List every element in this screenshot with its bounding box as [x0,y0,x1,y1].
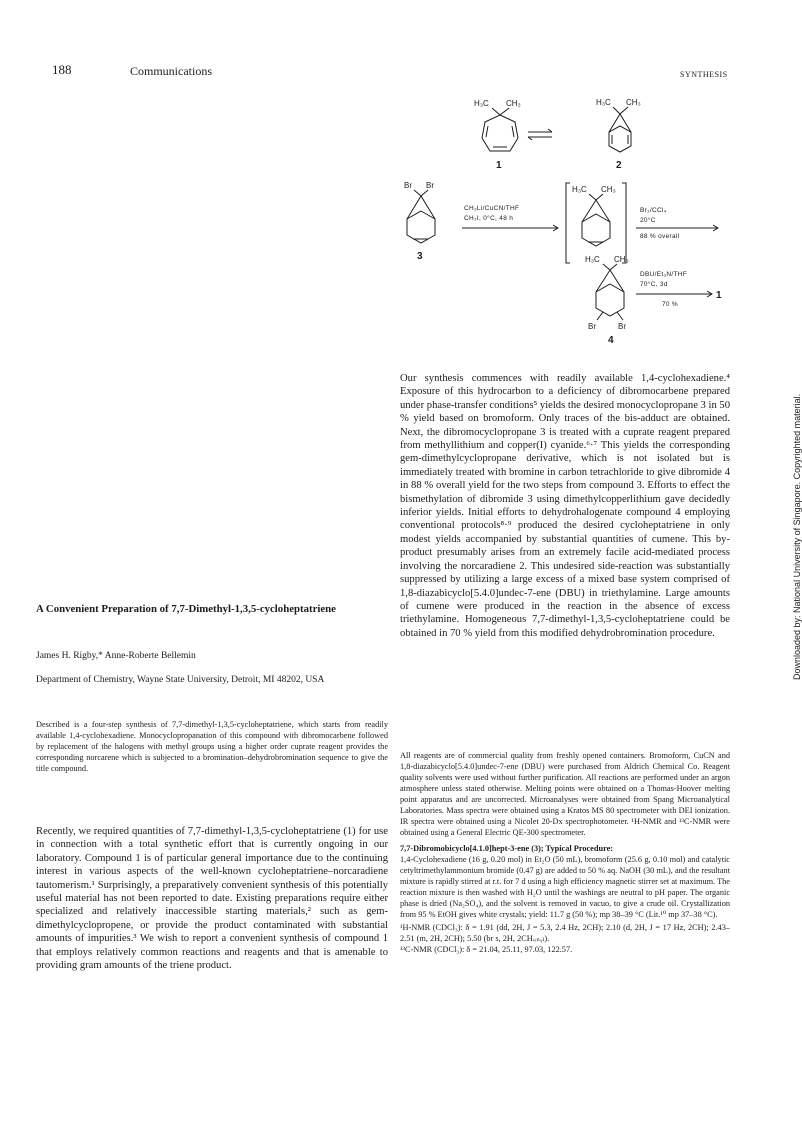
journal-name: SYNTHESIS [680,70,728,79]
cond-cuprate-1: CH₃Li/CuCN/THF [464,205,520,212]
article-title: A Convenient Preparation of 7,7-Dimethyl-1,3,5-cycloheptatriene [36,603,336,615]
c4-bromo-b: Br [618,322,626,331]
cond-elimination-yield: 70 % [662,301,679,308]
label-product-1: 1 [716,290,722,301]
cond-elimination-1: DBU/Et₃N/THF [640,271,688,278]
article-authors: James H. Rigby,* Anne-Roberte Bellemin [36,651,196,661]
experimental-general: All reagents are of commercial quality from freshly opened containers. Bromoform, CuCN and 1,8-diazabicyclo[5.4.0]undec-7-ene (DBU) were purchased from Aldrich Chemical Co. Reagent quality solvents were used without further purification. All reactions are performed under an argon atmosphere unless stated otherwise. Melting points were obtained on a Thomas-Hoover melting point apparatus and are uncorrected. Microanalyses were obtained from Spang Microanalytical Laboratories. Mass spectra were obtained using a Kratos MS 80 spectrometer with DEI ionization. IR spectra were obtained using a Nicolet 20-Dx spectrophotometer. ¹H-NMR and ¹³C-NMR were obtained using a General Electric QE-300 spectrometer. [400,751,730,837]
c1-methyl-b: CH₃ [506,99,521,108]
label-compound-1: 1 [496,160,502,171]
reaction-scheme [400,88,730,368]
reaction-scheme-svg [400,88,730,368]
experimental-section [400,750,730,955]
intermediate-ring [582,214,610,246]
c2-methyl-a: H₃C [596,98,611,107]
c2-methyl-b: CH₃ [626,98,641,107]
label-compound-3: 3 [417,251,423,262]
cond-bromination-1: Br₂/CCl₄ [640,207,667,214]
c3-bromo-a: Br [404,181,412,190]
c4-methyl-a: H₃C [585,255,600,264]
download-notice [782,120,802,680]
compound-4-ring [596,284,624,316]
c1-methyl-a: H₃C [474,99,489,108]
compound-3-ring [407,211,435,243]
compound-1-ring [482,115,518,151]
label-compound-4: 4 [608,335,614,346]
int-methyl-a: H₃C [572,185,587,194]
cond-cuprate-2: CH₃I, 0°C, 48 h [464,215,514,222]
procedure-text: 1,4-Cyclohexadiene (16 g, 0.20 mol) in Et₂O (50 mL), bromoform (25.6 g, 0.10 mol) and catalytic cetyltrimethylammonium bromide (0.47 g) are added to 50 % aq. NaOH (30 mL), and the resultant mixture is rapidly stirred at r.t. for 7 d using a high efficiency magnetic stirrer set at maximum. The reaction mixture is then washed with H₂O until the washings are neutral to pH paper. The organic phase is dried (Na₂SO₄), and the solvent is removed in vacuo, to give a crude oil. Crystallization from 95 % EtOH gives white crystals; yield: 11.7 g (50 %); mp 38–39 °C (Lit.¹⁰ mp 37–38 °C). [400,855,730,919]
cond-bromination-2: 20°C [640,217,656,224]
discussion-paragraph: Our synthesis commences with readily available 1,4-cyclohexadiene.⁴ Exposure of this hydrocarbon to a deficiency of dibromocarbene prepared under phase-transfer conditions⁵ yields the desired monocyclopropane 3 in 50 % yield based on bromoform. Only traces of the bis-adduct are obtained. Next, the dibromocyclopropane 3 is treated with a cuprate reagent prepared from methyllithium and copper(I) cyanide.⁶·⁷ This yields the corresponding gem-dimethylcyclopropane derivative, which is not isolated but is immediately treated with bromine in carbon tetrachloride to give dibromide 4 in 88 % overall yield for the two steps from compound 3. Efforts to effect the bismethylation of dibromide 3 using dimethylcopperlithium gave decidedly inferior yields. Initial efforts to dehydrohalogenate compound 4 employing conventional protocols⁸·⁹ produced the desired cycloheptatriene in only modest yields accompanied by substantial quantities of cumene. This by-product presumably arises from an extremely facile acid-mediated process involving the norcaradiene 2. This undesired side-reaction was substantially suppressed by utilizing a large excess of a mixed base system comprised of 1,8-diazabicyclo[5.4.0]undec-7-ene (DBU) in triethylamine. Large amounts of cumene were produced in the reaction in the absence of excess triethylamine. Homogeneous 7,7-dimethyl-1,3,5-cycloheptatriene could be obtained in 70 % yield from this modified dehydrobromination procedure. [400,373,730,639]
c3-bromo-b: Br [426,181,434,190]
section-title: Communications [130,64,212,78]
label-compound-2: 2 [616,160,622,171]
author-affiliation: Department of Chemistry, Wayne State University, Detroit, MI 48202, USA [36,675,325,685]
introduction-text: Recently, we required quantities of 7,7-dimethyl-1,3,5-cycloheptatriene (1) for use in connection with a total synthetic effort that is currently ongoing in our laboratory. Compound 1 is of particular general importance due to the continuing interest in various aspects of the well-known cycloheptatriene–norcaradiene tautomerism.¹ Surprisingly, a preparatively convenient synthesis of this potentially useful material has not been reported to date. Existing preparations require either specialized and relatively inaccessible starting materials,² such as gem-dimethylcyclopropene, or provide the product contaminated with substantial amounts of impurities.³ We wish to report a convenient synthesis of compound 1 that employs relatively common reactions and reagents and that is amenable to providing gram amounts of the triene product. [36,826,388,972]
cond-bromination-yield: 88 % overall [640,233,680,240]
discussion-text [400,372,730,640]
c4-methyl-b: CH₃ [614,255,629,264]
c-nmr-data: ¹³C-NMR (CDCl₃): δ = 21.04, 25.11, 97.03, 122.57. [400,945,573,954]
download-notice-text: Downloaded by: National University of Singapore. Copyrighted material. [792,393,802,680]
procedure-title: 7,7-Dibromobicyclo[4.1.0]hept-3-ene (3); Typical Procedure: [400,844,614,853]
cond-elimination-2: 70°C, 3d [640,281,668,288]
h-nmr-data: ¹H-NMR (CDCl₃): δ = 1.91 (dd, 2H, J = 5.3, 2.4 Hz, 2CH); 2.10 (d, 2H, J = 17 Hz, 2CH); 2.43–2.51 (m, 2H, 2CH); 5.50 (br s, 2H, 2CHᵥᵢₙᵧₗ). [400,923,730,943]
int-methyl-b: CH₃ [601,185,616,194]
article-abstract: Described is a four-step synthesis of 7,7-dimethyl-1,3,5-cycloheptatriene, which starts from readily available 1,4-cyclohexadiene. Monocyclopropanation of this compound with dibromocarbene followed by replacement of the halogens with methyl groups using a higher order cuprate reagent provides the corresponding norcarene which is subjected to a bromination–dehydrobromination sequence to give the title compound. [36,720,388,773]
page-number: 188 [52,62,72,77]
c4-bromo-a: Br [588,322,596,331]
